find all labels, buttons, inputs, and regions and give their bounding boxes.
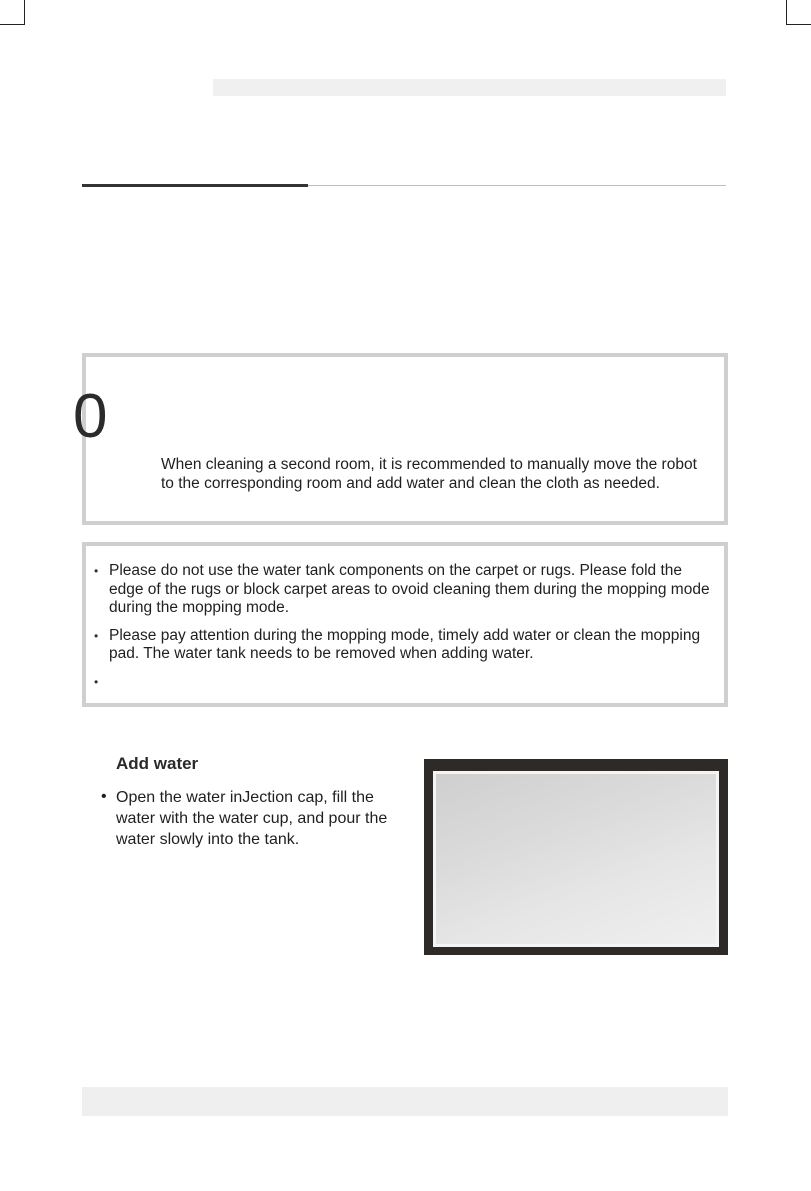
bullet-icon: • bbox=[94, 674, 99, 689]
caution-item-text: Please do not use the water tank components on the carpet or rugs. Please fold the edge of the rugs or block carpet areas to ovoid cleaning them during the mopping mode during the mopping mode. bbox=[109, 562, 710, 616]
add-water-text: Open the water inJection cap, fill the water with the water cup, and pour the water slowly into the tank. bbox=[116, 789, 388, 848]
crop-mark-right bbox=[786, 0, 811, 25]
bullet-icon: • bbox=[101, 788, 107, 805]
header-bar bbox=[213, 79, 726, 96]
water-tank-photo bbox=[433, 771, 719, 947]
note-box bbox=[82, 353, 728, 525]
photo-frame bbox=[424, 759, 728, 955]
caution-item bbox=[94, 673, 719, 691]
bullet-icon: • bbox=[94, 628, 99, 643]
caution-item bbox=[94, 562, 719, 618]
note-digit: 0 bbox=[73, 382, 108, 451]
bullet-icon: • bbox=[94, 564, 99, 578]
crop-mark-left bbox=[0, 0, 25, 25]
caution-list bbox=[94, 562, 719, 700]
add-water-heading: Add water bbox=[116, 754, 199, 773]
caution-item bbox=[94, 627, 719, 664]
caution-item-text: Please pay attention during the mopping mode, timely add water or clean the mopping pad. The water tank needs to be removed when adding water. bbox=[109, 626, 701, 662]
footer-bar bbox=[82, 1087, 728, 1116]
note-text: When cleaning a second room, it is recommended to manually move the robot to the corresponding room and add water and clean the cloth as needed. bbox=[161, 456, 697, 492]
section-divider-accent bbox=[82, 184, 308, 187]
add-water-step bbox=[101, 787, 416, 850]
